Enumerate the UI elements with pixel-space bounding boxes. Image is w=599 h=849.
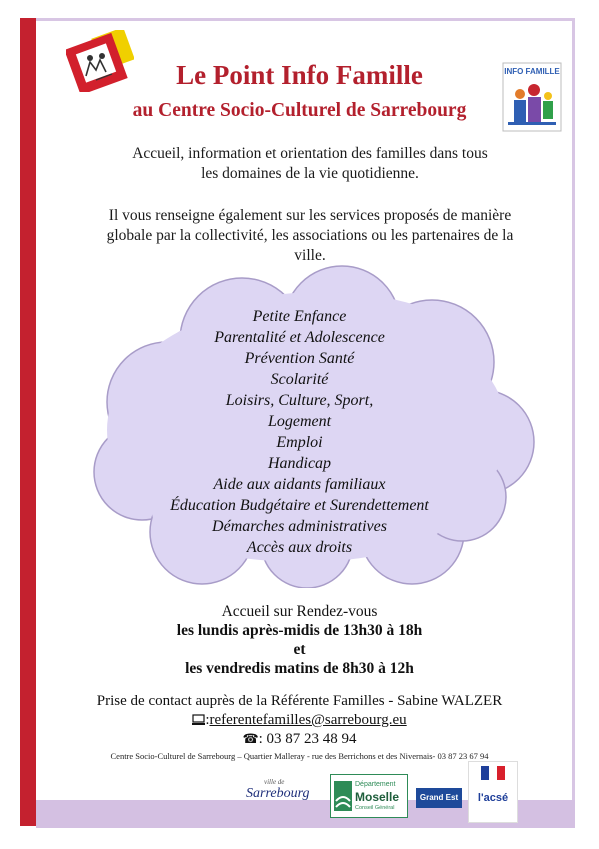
acse-logo: [468, 761, 518, 823]
sarrebourg-logo: [246, 778, 322, 812]
french-flag-icon: [481, 766, 505, 780]
sarrebourg-ville-de: ville de: [264, 778, 285, 786]
services-line: Il vous renseigne également sur les services proposés de manière: [108, 207, 512, 224]
phone-icon: ☎: [242, 732, 259, 747]
sarrebourg-wordmark: Sarrebourg: [246, 786, 310, 801]
intro-line: Accueil, information et orientation des familles dans tous: [132, 145, 488, 162]
page-subtitle: au Centre Socio-Culturel de Sarrebourg: [132, 100, 467, 121]
domain-item: Loisirs, Culture, Sport,: [225, 392, 374, 409]
intro-line: les domaines de la vie quotidienne.: [201, 165, 419, 182]
domain-item: Démarches administratives: [212, 518, 387, 535]
appointment-intro: Accueil sur Rendez-vous: [221, 603, 378, 620]
email-prefix: :: [205, 712, 210, 728]
domain-item: Petite Enfance: [252, 308, 347, 325]
moselle-top-text: Département: [355, 781, 396, 788]
page-title: Le Point Info Famille: [176, 60, 423, 90]
grand-est-logo: [416, 788, 462, 808]
intro-paragraph: [60, 144, 560, 184]
info-famille-badge-text: INFO FAMILLE: [504, 67, 560, 76]
domain-item: Prévention Santé: [244, 350, 355, 367]
appointment-block: [0, 602, 599, 678]
contact-line: Prise de contact auprès de la Référente Familles - Sabine WALZER: [96, 693, 503, 709]
domains-list: [0, 306, 599, 558]
info-famille-badge: [502, 62, 562, 132]
appointment-slot-friday: les vendredis matins de 8h30 à 12h: [185, 660, 414, 677]
phone-number: : 03 87 23 48 94: [258, 731, 357, 747]
computer-icon: [192, 714, 205, 725]
services-paragraph: [50, 206, 570, 266]
acse-text: l'acsé: [477, 792, 509, 804]
domain-item: Scolarité: [270, 371, 329, 388]
appointment-slot-monday: les lundis après-midis de 13h30 à 18h: [176, 622, 423, 639]
phone-row: [0, 730, 599, 749]
domain-item: Handicap: [267, 455, 332, 472]
moselle-sub-text: Conseil Général: [355, 805, 395, 811]
domain-item: Logement: [267, 413, 332, 430]
moselle-emblem-icon: [334, 781, 352, 811]
services-line: globale par la collectivité, les associations ou les partenaires de la: [106, 227, 514, 244]
domain-item: Éducation Budgétaire et Surendettement: [170, 497, 429, 514]
email-link[interactable]: referentefamilles@sarrebourg.eu: [209, 712, 407, 728]
email-row: [0, 711, 599, 730]
moselle-logo: [330, 774, 408, 818]
services-line: ville.: [294, 247, 326, 264]
grand-est-text: Grand Est: [419, 793, 459, 802]
domain-item: Emploi: [276, 434, 323, 451]
appointment-joiner: et: [293, 641, 306, 658]
address-line: Centre Socio-Culturel de Sarrebourg – Quartier Malleray - rue des Berrichons et des Nivernais- 03 87 23 67 94: [110, 751, 489, 761]
domain-item: Parentalité et Adolescence: [214, 329, 385, 346]
moselle-name: Moselle: [355, 790, 400, 804]
domain-item: Accès aux droits: [246, 539, 353, 556]
frame-top-border: [20, 18, 575, 21]
domain-item: Aide aux aidants familiaux: [213, 476, 386, 493]
